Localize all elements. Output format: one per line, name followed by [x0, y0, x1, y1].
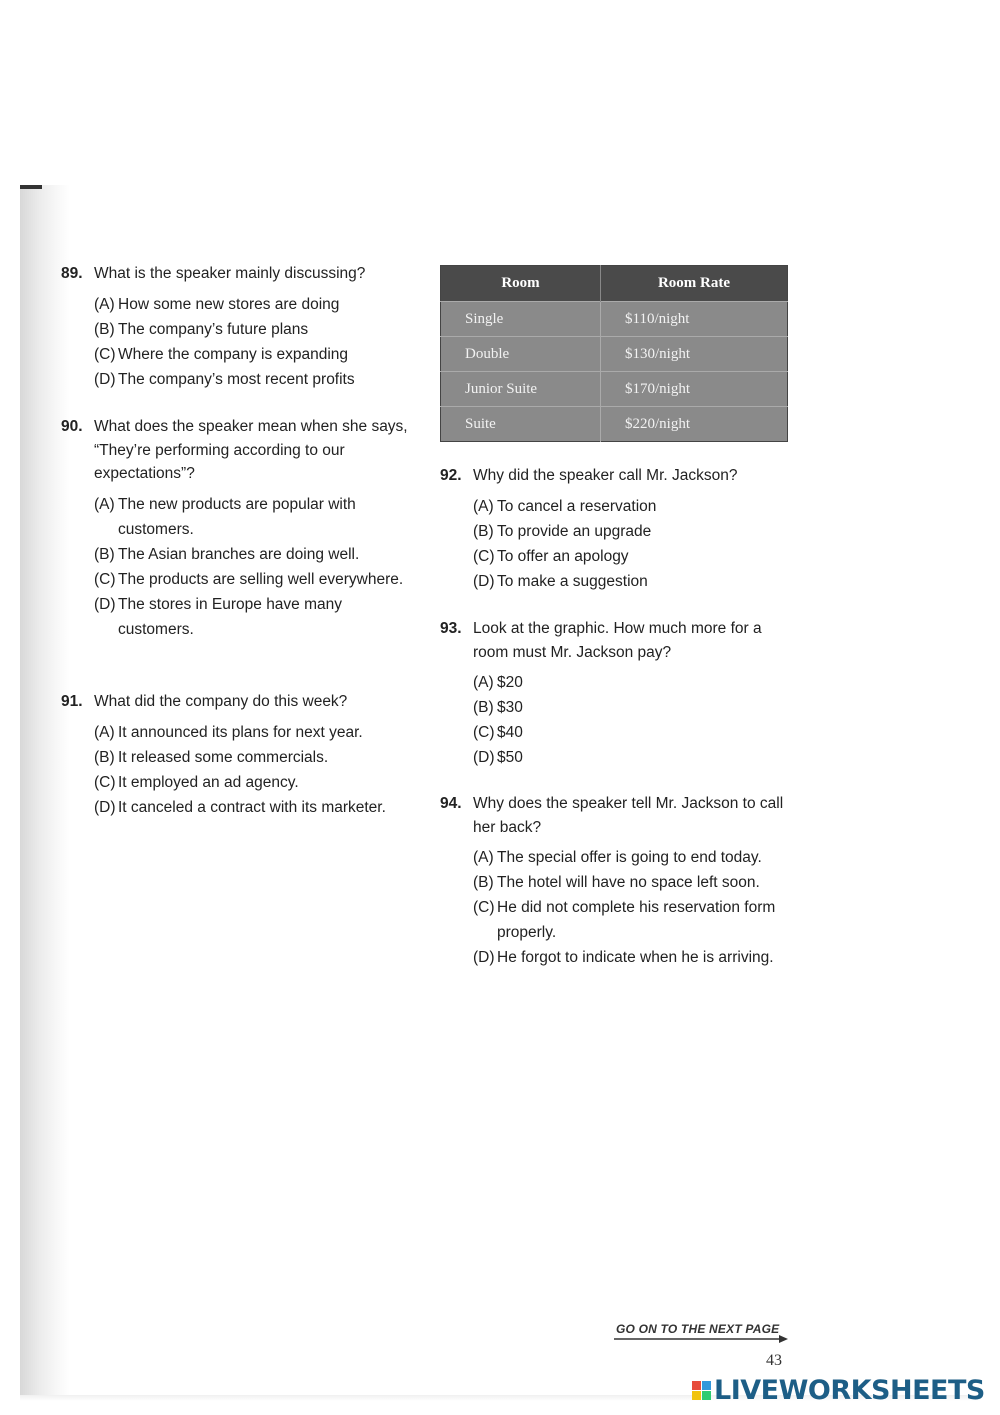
option-list: [473, 494, 790, 594]
question-91: [61, 690, 411, 820]
option-a[interactable]: (A) The special offer is going to end today.: [473, 849, 762, 866]
question-number: 94.: [440, 795, 462, 812]
option-list: [94, 292, 411, 392]
option-d[interactable]: (D) He forgot to indicate when he is arriving.: [473, 949, 774, 966]
option-a[interactable]: (A) $20: [473, 674, 523, 691]
logo-blocks-icon: [692, 1381, 711, 1400]
question-number: 89.: [61, 265, 83, 282]
option-d[interactable]: (D) It canceled a contract with its marketer.: [94, 798, 386, 816]
option-a[interactable]: (A) To cancel a reservation: [473, 497, 657, 515]
question-92: [440, 464, 790, 594]
table-row: [441, 302, 788, 337]
room-rate-cell: $170/night: [601, 372, 788, 407]
question-94: [440, 792, 790, 970]
page-corner-mark: [20, 185, 42, 189]
question-stem: What does the speaker mean when she says, “They’re performing according to our expectations”?: [94, 418, 408, 482]
question-stem: Why did the speaker call Mr. Jackson?: [473, 467, 738, 484]
logo-text: LIVEWORKSHEETS: [714, 1374, 985, 1406]
option-list: [473, 670, 790, 770]
question-number: 90.: [61, 418, 83, 435]
question-number: 91.: [61, 693, 83, 710]
question-90: [61, 415, 411, 642]
option-c[interactable]: (C) Where the company is expanding: [94, 345, 349, 363]
question-stem: What did the company do this week?: [94, 693, 348, 710]
question-number: 93.: [440, 620, 462, 637]
option-c[interactable]: (C) He did not complete his reservation form properly.: [473, 899, 776, 941]
option-a[interactable]: (A) How some new stores are doing: [94, 295, 340, 313]
option-c[interactable]: (C) The products are selling well everywhere.: [94, 570, 404, 588]
option-b[interactable]: (B) The hotel will have no space left soon.: [473, 874, 760, 891]
question-stem: Look at the graphic. How much more for a room must Mr. Jackson pay?: [473, 620, 762, 661]
column-header-room-rate: Room Rate: [601, 266, 788, 302]
question-93: [440, 617, 790, 770]
page-number: 43: [766, 1352, 782, 1369]
option-list: [473, 845, 790, 970]
option-d[interactable]: (D) The company’s most recent profits: [94, 370, 355, 388]
option-d[interactable]: (D) The stores in Europe have many customers.: [94, 595, 343, 638]
option-list: [94, 720, 411, 820]
room-type-cell: Double: [441, 337, 601, 372]
option-b[interactable]: (B) The Asian branches are doing well.: [94, 545, 360, 563]
question-number: 92.: [440, 467, 462, 484]
option-b[interactable]: (B) To provide an upgrade: [473, 522, 652, 540]
option-d[interactable]: (D) To make a suggestion: [473, 572, 648, 590]
table-row: [441, 372, 788, 407]
option-b[interactable]: (B) The company’s future plans: [94, 320, 309, 338]
option-c[interactable]: (C) To offer an apology: [473, 547, 629, 565]
table-row: [441, 407, 788, 442]
column-header-room: Room: [441, 266, 601, 302]
option-a[interactable]: (A) It announced its plans for next year.: [94, 723, 363, 741]
option-list: [94, 492, 411, 642]
option-c[interactable]: (C) $40: [473, 724, 523, 741]
option-b[interactable]: (B) It released some commercials.: [94, 748, 329, 766]
option-a[interactable]: (A) The new products are popular with customers.: [94, 495, 356, 538]
question-stem: Why does the speaker tell Mr. Jackson to call her back?: [473, 795, 784, 836]
room-rate-cell: $130/night: [601, 337, 788, 372]
question-stem: What is the speaker mainly discussing?: [94, 265, 366, 282]
table-row: [441, 337, 788, 372]
arrow-right-icon: [614, 1334, 789, 1344]
room-type-cell: Single: [441, 302, 601, 337]
room-rate-table: [440, 265, 788, 442]
table-header-row: [441, 266, 788, 302]
room-rate-cell: $220/night: [601, 407, 788, 442]
next-page-label: GO ON TO THE NEXT PAGE: [616, 1322, 780, 1336]
option-d[interactable]: (D) $50: [473, 749, 523, 766]
liveworksheets-logo: [692, 1375, 985, 1405]
option-b[interactable]: (B) $30: [473, 699, 523, 716]
room-rate-cell: $110/night: [601, 302, 788, 337]
question-89: [61, 262, 411, 392]
option-c[interactable]: (C) It employed an ad agency.: [94, 773, 299, 791]
room-type-cell: Junior Suite: [441, 372, 601, 407]
room-type-cell: Suite: [441, 407, 601, 442]
